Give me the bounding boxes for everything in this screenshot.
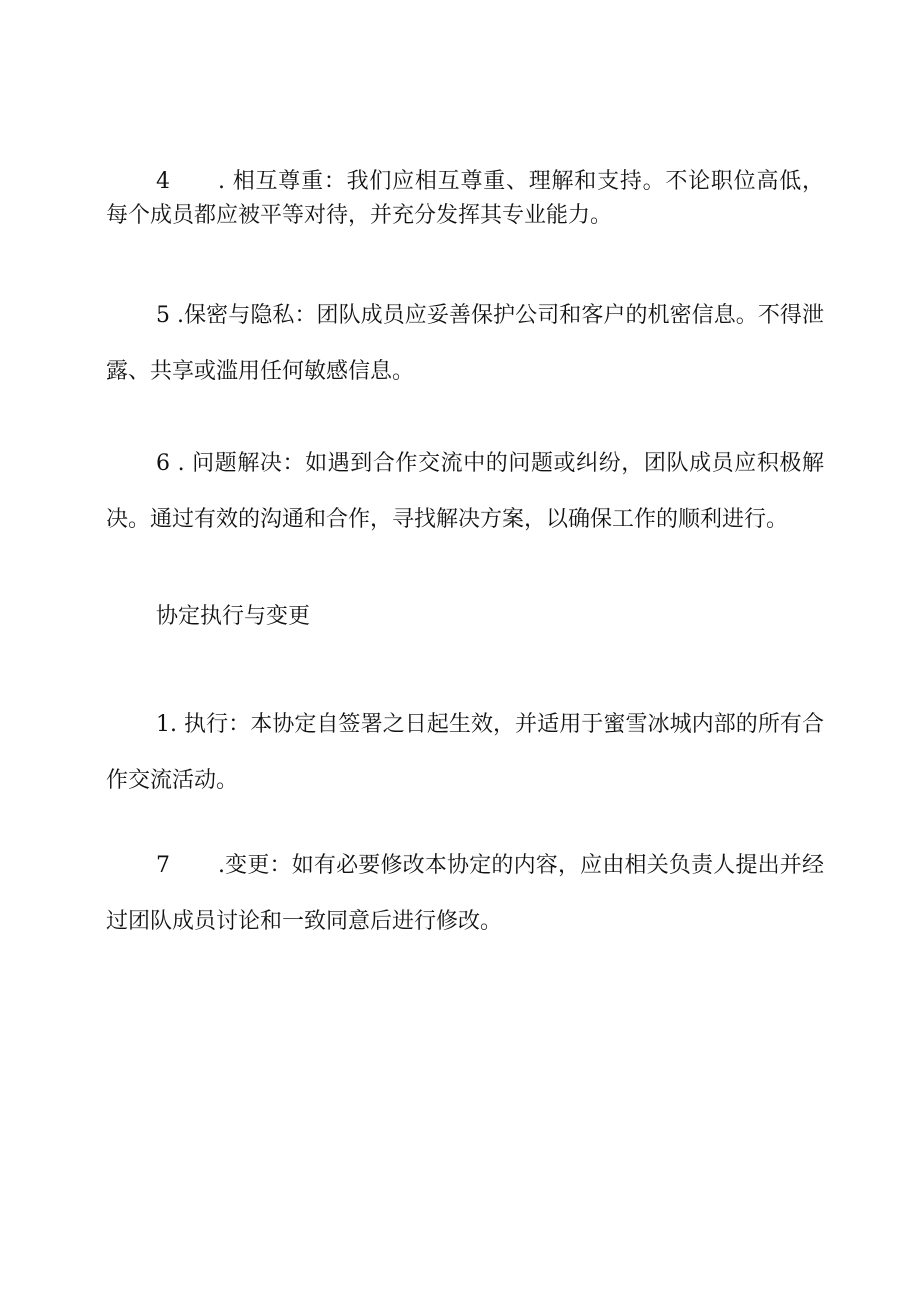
clause-6 <box>106 436 824 548</box>
clause-text: . 问题解决：如遇到合作交流中的问题或纠纷，团队成员应积极解决。通过有效的沟通和合作，寻找解决方案，以确保工作的顺利进行。 <box>106 451 824 532</box>
clause-5 <box>106 288 824 400</box>
execution-clause-1 <box>106 697 824 809</box>
clause-text: .保密与隐私：团队成员应妥善保护公司和客户的机密信息。不得泄露、共享或滥用任何敏感信息。 <box>106 303 824 384</box>
clause-number: 7 <box>156 853 170 878</box>
clause-4 <box>106 165 824 233</box>
clause-number: 5 <box>156 303 170 328</box>
section-heading-text: 协定执行与变更 <box>156 604 311 629</box>
execution-clause-7 <box>106 838 824 950</box>
clause-text: .变更：如有必要修改本协定的内容，应由相关负责人提出并经过团队成员讨论和一致同意后进行修改。 <box>106 853 824 934</box>
clause-number: 1. <box>156 712 177 737</box>
clause-number: 6 <box>156 451 170 476</box>
clause-number: 4 <box>156 169 170 194</box>
clause-text: 执行：本协定自签署之日起生效，并适用于蜜雪冰城内部的所有合作交流活动。 <box>106 712 824 793</box>
section-heading <box>106 598 824 636</box>
clause-text: . 相互尊重：我们应相互尊重、理解和支持。不论职位高低，每个成员都应被平等对待，并充分发挥其专业能力。 <box>106 169 824 228</box>
